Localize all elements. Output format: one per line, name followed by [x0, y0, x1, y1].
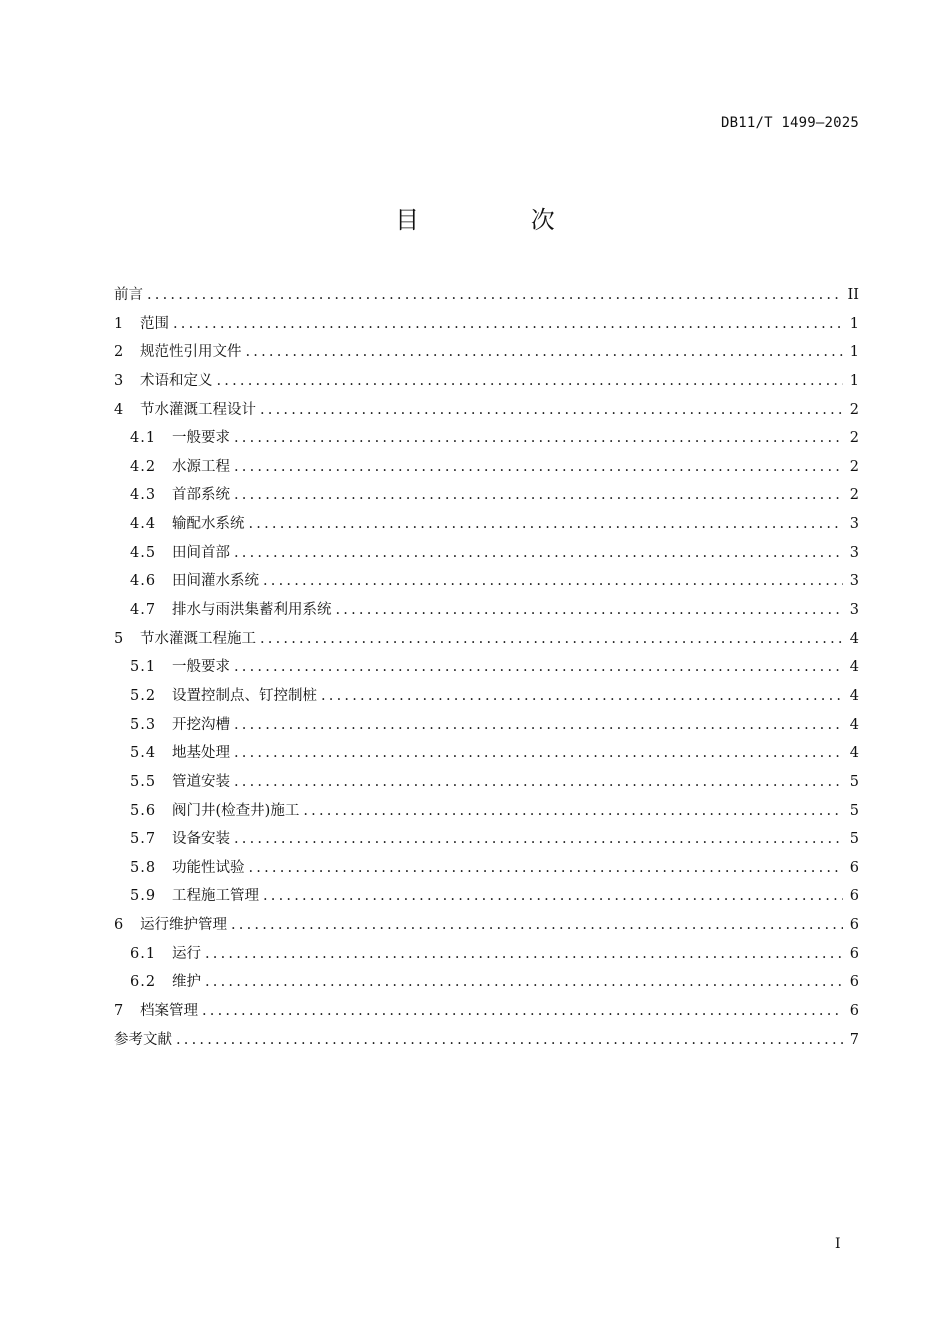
toc-entry[interactable]: [114, 940, 859, 969]
toc-entry[interactable]: [114, 653, 859, 682]
toc-entry[interactable]: [114, 367, 859, 396]
toc-dot-leader: [263, 567, 843, 596]
toc-entry[interactable]: [114, 625, 859, 654]
toc-entry-number: 6: [114, 917, 124, 934]
toc-entry-label: 功能性试验: [172, 859, 245, 876]
toc-entry-number: 7: [114, 1003, 124, 1020]
toc-dot-leader: [234, 539, 843, 568]
toc-entry-number: 5.2: [130, 687, 157, 704]
toc-dot-leader: [205, 968, 843, 997]
toc-entry-label: 一般要求: [172, 659, 230, 676]
table-of-contents: [114, 281, 859, 1054]
toc-dot-leader: [246, 338, 844, 367]
toc-entry[interactable]: [114, 825, 859, 854]
toc-entry-number: 3: [114, 372, 124, 389]
toc-entry-number: 5.3: [130, 716, 157, 733]
toc-entry[interactable]: [114, 739, 859, 768]
toc-entry-number: 1: [114, 315, 124, 332]
toc-dot-leader: [260, 625, 843, 654]
toc-dot-leader: [260, 396, 843, 425]
toc-entry-number: 5.5: [130, 773, 157, 790]
toc-entry-label: 设备安装: [172, 831, 230, 848]
toc-entry-page: 1: [849, 344, 859, 361]
toc-entry-number: 5.9: [130, 888, 157, 905]
toc-dot-leader: [147, 281, 842, 310]
toc-entry[interactable]: [114, 481, 859, 510]
toc-entry-label: 设置控制点、钉控制桩: [172, 687, 317, 704]
toc-entry-label: 前言: [114, 287, 143, 303]
toc-entry-number: 4: [114, 401, 124, 418]
toc-entry-label: 首部系统: [172, 487, 230, 504]
toc-dot-leader: [303, 797, 843, 826]
toc-dot-leader: [234, 768, 843, 797]
toc-entry-label: 运行: [172, 945, 201, 962]
toc-entry-page: 4: [849, 687, 859, 704]
toc-entry[interactable]: [114, 596, 859, 625]
toc-entry[interactable]: [114, 882, 859, 911]
toc-entry-page: 3: [849, 573, 859, 590]
toc-entry[interactable]: [114, 797, 859, 826]
document-code: DB11/T 1499—2025: [720, 115, 859, 131]
toc-entry[interactable]: [114, 310, 859, 339]
toc-dot-leader: [249, 510, 844, 539]
toc-dot-leader: [263, 882, 843, 911]
toc-dot-leader: [217, 367, 844, 396]
toc-entry-number: 4.3: [130, 487, 157, 504]
toc-entry[interactable]: [114, 510, 859, 539]
toc-entry-label: 田间首部: [172, 544, 230, 561]
toc-dot-leader: [231, 911, 843, 940]
toc-entry[interactable]: [114, 968, 859, 997]
toc-entry-label: 地基处理: [172, 745, 230, 762]
toc-entry-label: 规范性引用文件: [140, 344, 242, 361]
toc-entry-label: 阀门井(检查井)施工: [172, 802, 300, 819]
toc-entry-number: 5.7: [130, 831, 157, 848]
toc-entry-number: 6.1: [130, 945, 157, 962]
toc-entry[interactable]: [114, 539, 859, 568]
toc-entry-page: 4: [849, 659, 859, 676]
toc-entry-number: 4.5: [130, 544, 157, 561]
toc-entry[interactable]: [114, 338, 859, 367]
toc-entry-number: 4.4: [130, 516, 157, 533]
toc-entry-page: 3: [849, 602, 859, 619]
toc-entry[interactable]: [114, 854, 859, 883]
toc-entry-label: 田间灌水系统: [172, 573, 259, 590]
toc-entry-page: 3: [849, 516, 859, 533]
toc-entry[interactable]: [114, 768, 859, 797]
toc-entry-label: 术语和定义: [140, 372, 213, 389]
toc-entry-page: 5: [849, 802, 859, 819]
toc-entry-label: 开挖沟槽: [172, 716, 230, 733]
toc-entry[interactable]: [114, 453, 859, 482]
toc-entry-page: II: [847, 287, 859, 303]
toc-entry-page: 2: [849, 458, 859, 475]
toc-entry[interactable]: [114, 1026, 859, 1055]
toc-entry-page: 2: [849, 487, 859, 504]
toc-entry-label: 一般要求: [172, 430, 230, 447]
toc-entry-page: 7: [849, 1031, 859, 1048]
toc-entry-page: 6: [849, 859, 859, 876]
toc-entry-page: 4: [849, 716, 859, 733]
toc-entry-label: 档案管理: [140, 1003, 198, 1020]
toc-dot-leader: [176, 1026, 843, 1055]
toc-entry-number: 2: [114, 344, 124, 361]
toc-dot-leader: [234, 711, 843, 740]
toc-entry-label: 输配水系统: [172, 516, 245, 533]
toc-entry-label: 参考文献: [114, 1031, 172, 1048]
toc-entry[interactable]: [114, 424, 859, 453]
toc-entry-number: 5.1: [130, 659, 157, 676]
toc-entry-label: 节水灌溉工程设计: [140, 401, 256, 418]
toc-dot-leader: [321, 682, 843, 711]
toc-dot-leader: [234, 424, 843, 453]
toc-entry-page: 6: [849, 1003, 859, 1020]
toc-entry-number: 5.8: [130, 859, 157, 876]
toc-entry-page: 3: [849, 544, 859, 561]
toc-entry-label: 节水灌溉工程施工: [140, 630, 256, 647]
toc-dot-leader: [234, 825, 843, 854]
toc-entry-page: 2: [849, 401, 859, 418]
toc-entry-page: 1: [849, 315, 859, 332]
toc-dot-leader: [336, 596, 844, 625]
toc-entry[interactable]: [114, 567, 859, 596]
toc-dot-leader: [173, 310, 843, 339]
toc-entry-page: 6: [849, 974, 859, 991]
toc-dot-leader: [205, 940, 843, 969]
toc-entry-number: 4.1: [130, 430, 157, 447]
toc-entry-label: 工程施工管理: [172, 888, 259, 905]
toc-entry-page: 5: [849, 773, 859, 790]
toc-title: 目 次: [395, 206, 607, 234]
toc-entry-page: 6: [849, 917, 859, 934]
toc-entry-page: 4: [849, 745, 859, 762]
toc-entry[interactable]: [114, 682, 859, 711]
toc-entry-number: 5.6: [130, 802, 157, 819]
toc-entry-page: 6: [849, 945, 859, 962]
toc-dot-leader: [234, 481, 843, 510]
toc-dot-leader: [202, 997, 843, 1026]
toc-entry-number: 4.2: [130, 458, 157, 475]
toc-dot-leader: [249, 854, 844, 883]
toc-entry[interactable]: [114, 396, 859, 425]
toc-entry[interactable]: [114, 997, 859, 1026]
toc-entry-page: 6: [849, 888, 859, 905]
toc-entry-label: 管道安装: [172, 773, 230, 790]
toc-entry[interactable]: [114, 281, 859, 310]
toc-entry-label: 维护: [172, 974, 201, 991]
toc-dot-leader: [234, 653, 843, 682]
toc-entry-page: 4: [849, 630, 859, 647]
toc-entry-label: 范围: [140, 315, 169, 332]
toc-entry-label: 水源工程: [172, 458, 230, 475]
toc-entry-page: 1: [849, 372, 859, 389]
toc-entry[interactable]: [114, 911, 859, 940]
toc-entry-label: 排水与雨洪集蓄利用系统: [172, 602, 332, 619]
toc-entry-number: 6.2: [130, 974, 157, 991]
toc-entry-number: 5.4: [130, 745, 157, 762]
toc-entry[interactable]: [114, 711, 859, 740]
toc-entry-page: 2: [849, 430, 859, 447]
toc-entry-page: 5: [849, 831, 859, 848]
toc-entry-number: 4.7: [130, 602, 157, 619]
toc-dot-leader: [234, 453, 843, 482]
toc-entry-number: 4.6: [130, 573, 157, 590]
toc-entry-label: 运行维护管理: [140, 917, 227, 934]
page-number: I: [835, 1236, 841, 1252]
toc-dot-leader: [234, 739, 843, 768]
toc-entry-number: 5: [114, 630, 124, 647]
